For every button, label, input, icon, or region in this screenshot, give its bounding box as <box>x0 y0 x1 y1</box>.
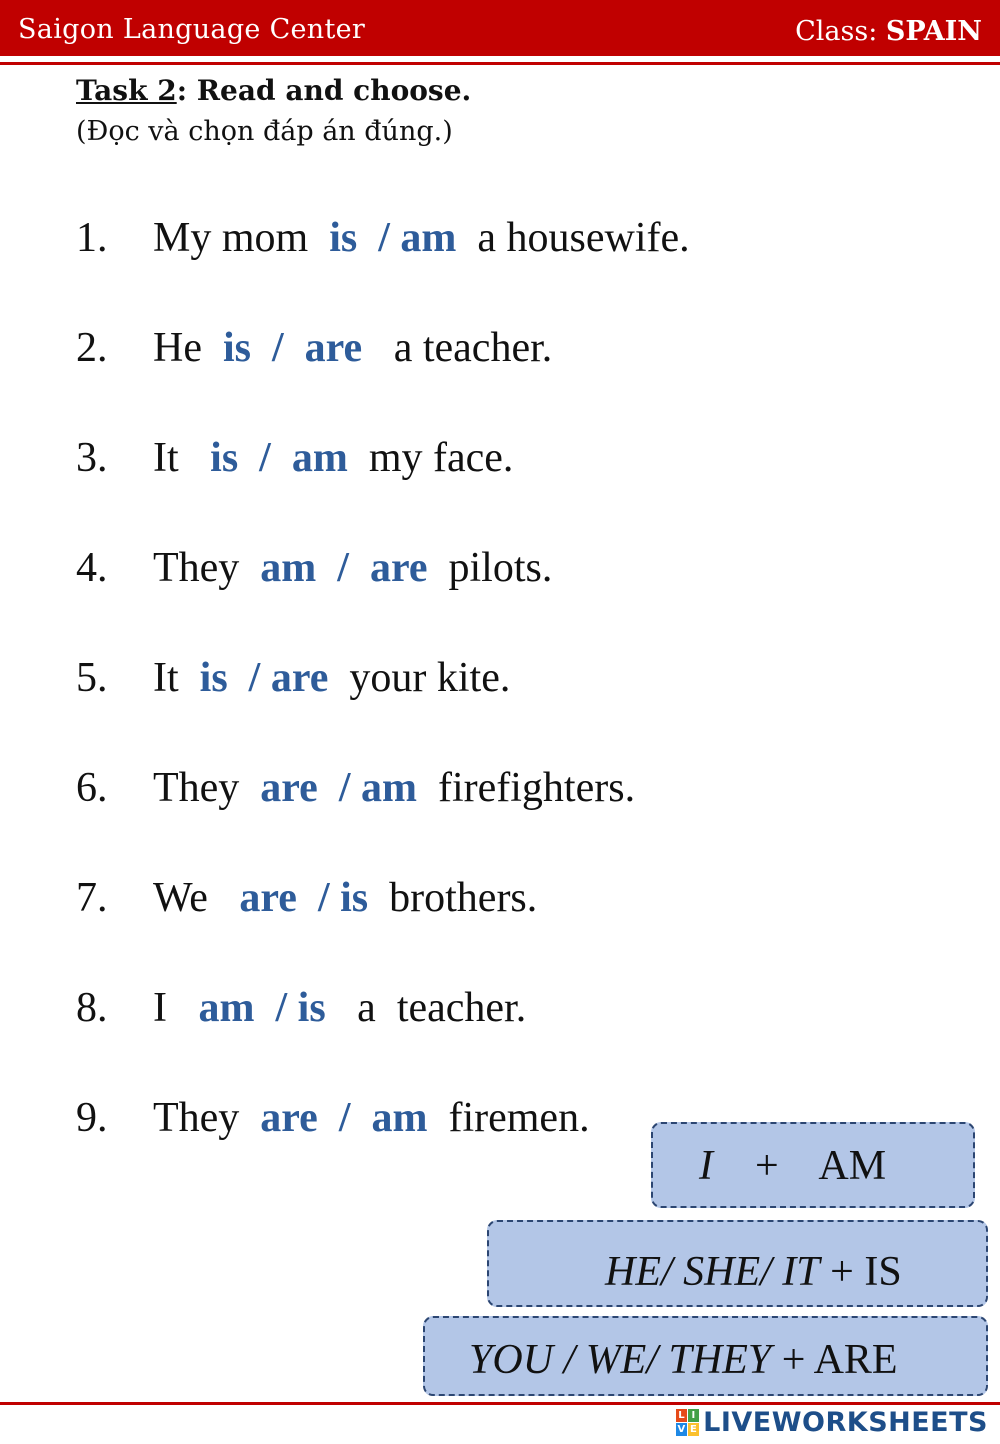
rule-verb: + AM <box>713 1143 887 1189</box>
rule-box-i <box>651 1122 975 1208</box>
question-4 <box>76 544 552 592</box>
answer-options[interactable]: am / are <box>260 545 428 591</box>
question-lead: We <box>153 875 240 921</box>
question-lead: My mom <box>153 215 330 261</box>
question-lead: He <box>153 325 223 371</box>
question-lead: It <box>153 435 211 481</box>
question-6 <box>76 764 635 812</box>
logo-text: LIVEWORKSHEETS <box>703 1406 988 1438</box>
task-instruction: : Read and choose. <box>176 74 472 107</box>
question-tail: a housewife. <box>456 215 690 261</box>
question-number: 3. <box>76 435 108 481</box>
question-number: 9. <box>76 1095 108 1141</box>
logo-mark-e: E <box>689 1423 698 1435</box>
question-tail: firemen. <box>427 1095 590 1141</box>
answer-options[interactable]: are / am <box>260 1095 428 1141</box>
center-name: Saigon Language Center <box>18 14 366 45</box>
question-lead: I <box>153 985 199 1031</box>
header-bar <box>0 0 1000 56</box>
header-divider <box>0 62 1000 65</box>
question-lead: They <box>153 765 261 811</box>
question-lead: It <box>153 655 200 701</box>
rule-verb: + ARE <box>771 1337 898 1383</box>
rule-subject: YOU / WE/ THEY <box>469 1337 772 1383</box>
class-label <box>795 16 982 47</box>
answer-options[interactable]: am / is <box>198 985 326 1031</box>
question-1 <box>76 214 690 262</box>
rule-box-you-we-they <box>423 1316 988 1396</box>
rule-subject: I <box>699 1143 713 1189</box>
question-9 <box>76 1094 590 1142</box>
rule-box-he-she-it <box>487 1220 988 1307</box>
question-3 <box>76 434 513 482</box>
question-8 <box>76 984 526 1032</box>
logo-mark-icon <box>676 1409 699 1436</box>
question-tail: brothers. <box>368 875 538 921</box>
question-5 <box>76 654 510 702</box>
question-number: 6. <box>76 765 108 811</box>
answer-options[interactable]: is / am <box>329 215 457 261</box>
task-number: Task 2 <box>76 74 177 107</box>
question-tail: pilots. <box>427 545 553 591</box>
question-number: 5. <box>76 655 108 701</box>
question-number: 2. <box>76 325 108 371</box>
class-value: SPAIN <box>885 16 982 47</box>
rule-verb: + IS <box>819 1249 902 1295</box>
question-tail: firefighters. <box>416 765 636 811</box>
question-tail: your kite. <box>328 655 511 701</box>
answer-options[interactable]: are / is <box>239 875 369 921</box>
task-subtitle: (Đọc và chọn đáp án đúng.) <box>76 116 453 147</box>
question-number: 7. <box>76 875 108 921</box>
liveworksheets-logo[interactable] <box>676 1404 988 1440</box>
logo-mark-i: I <box>688 1409 699 1422</box>
question-lead: They <box>153 1095 261 1141</box>
class-label-text: Class: <box>795 16 886 47</box>
question-tail: my face. <box>347 435 514 481</box>
question-7 <box>76 874 537 922</box>
question-number: 4. <box>76 545 108 591</box>
answer-options[interactable]: is / am <box>210 435 348 481</box>
task-title <box>76 74 471 107</box>
question-lead: They <box>153 545 261 591</box>
answer-options[interactable]: is / are <box>222 325 363 371</box>
question-tail: a teacher. <box>325 985 527 1031</box>
answer-options[interactable]: is / are <box>199 655 329 701</box>
question-2 <box>76 324 552 372</box>
rule-subject: HE/ SHE/ IT <box>605 1249 820 1295</box>
logo-mark-v: V <box>677 1423 686 1435</box>
answer-options[interactable]: are / am <box>260 765 417 811</box>
question-number: 8. <box>76 985 108 1031</box>
question-number: 1. <box>76 215 108 261</box>
question-tail: a teacher. <box>362 325 553 371</box>
logo-mark-l: L <box>676 1409 687 1422</box>
